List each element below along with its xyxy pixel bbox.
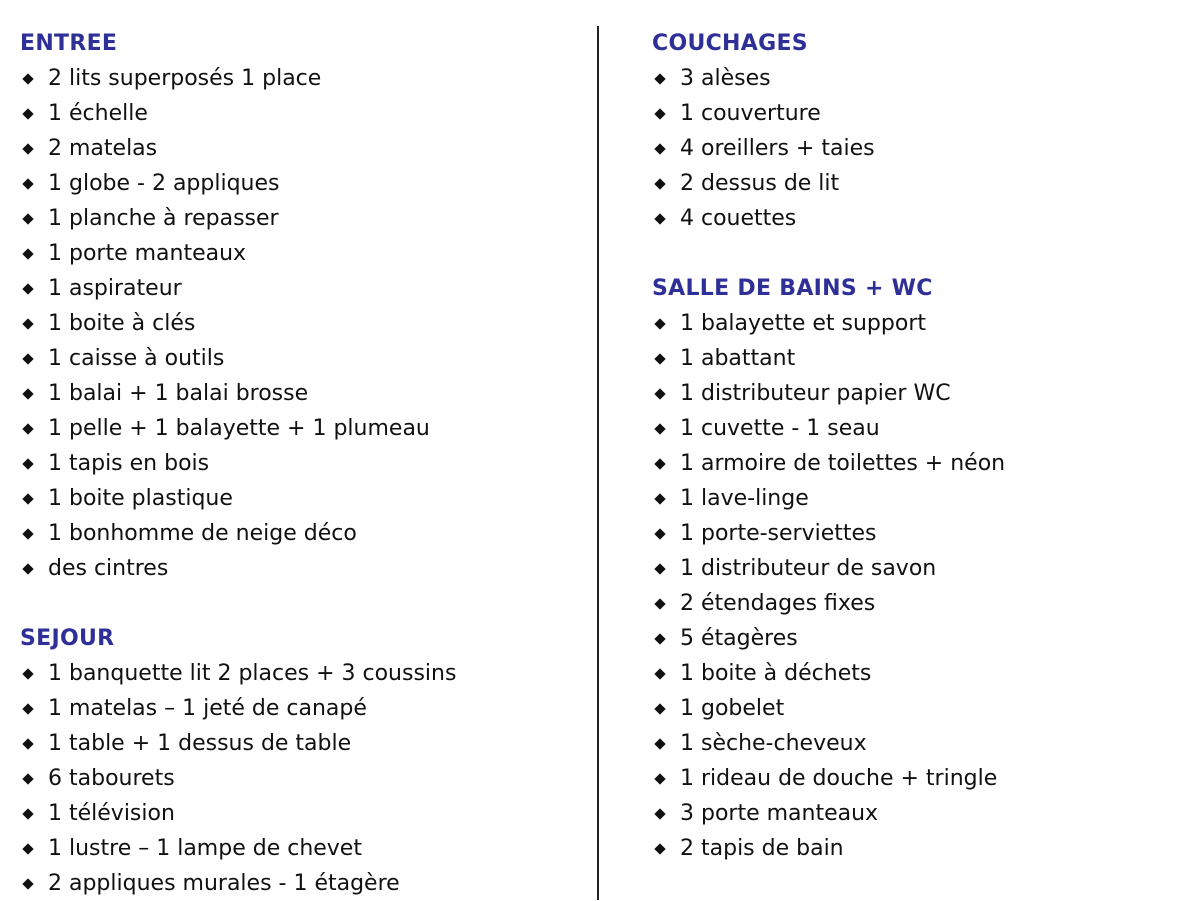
list-item: [652, 796, 1192, 831]
list-item: [20, 551, 590, 586]
list-item: [20, 131, 590, 166]
diamond-bullet-icon: [654, 318, 665, 329]
item-text: 4 oreillers + taies: [680, 136, 875, 161]
inventory-list-salle-de-bains: [652, 306, 1192, 866]
list-item: [652, 726, 1192, 761]
diamond-bullet-icon: [22, 843, 33, 854]
item-text: 1 couverture: [680, 101, 821, 126]
item-text: 1 caisse à outils: [48, 346, 225, 371]
diamond-bullet-icon: [654, 388, 665, 399]
list-item: [652, 201, 1192, 236]
list-item: [20, 271, 590, 306]
item-text: 1 sèche-cheveux: [680, 731, 867, 756]
diamond-bullet-icon: [654, 598, 665, 609]
list-item: [652, 376, 1192, 411]
diamond-bullet-icon: [654, 808, 665, 819]
section-spacer: [20, 586, 590, 621]
diamond-bullet-icon: [22, 563, 33, 574]
item-text: 1 planche à repasser: [48, 206, 279, 231]
section-heading-couchages: COUCHAGES: [652, 31, 808, 56]
list-item: [652, 656, 1192, 691]
item-text: 1 distributeur de savon: [680, 556, 937, 581]
diamond-bullet-icon: [22, 388, 33, 399]
diamond-bullet-icon: [22, 213, 33, 224]
inventory-list-couchages: [652, 61, 1192, 236]
item-text: 5 étagères: [680, 626, 798, 651]
list-item: [20, 341, 590, 376]
item-text: 1 cuvette - 1 seau: [680, 416, 880, 441]
list-item: [20, 726, 590, 761]
diamond-bullet-icon: [22, 283, 33, 294]
diamond-bullet-icon: [654, 738, 665, 749]
item-text: 1 télévision: [48, 801, 175, 826]
item-text: 1 balai + 1 balai brosse: [48, 381, 309, 406]
list-item: [652, 446, 1192, 481]
diamond-bullet-icon: [22, 878, 33, 889]
list-item: [652, 586, 1192, 621]
list-item: [20, 236, 590, 271]
diamond-bullet-icon: [22, 143, 33, 154]
list-item: [20, 516, 590, 551]
list-item: [652, 306, 1192, 341]
diamond-bullet-icon: [22, 318, 33, 329]
diamond-bullet-icon: [654, 773, 665, 784]
item-text: 1 gobelet: [680, 696, 785, 721]
inventory-list-entree: [20, 61, 590, 586]
item-text: 1 porte-serviettes: [680, 521, 877, 546]
item-text: 1 pelle + 1 balayette + 1 plumeau: [48, 416, 430, 441]
list-item: [652, 551, 1192, 586]
list-item: [20, 306, 590, 341]
diamond-bullet-icon: [22, 808, 33, 819]
item-text: 1 banquette lit 2 places + 3 coussins: [48, 661, 457, 686]
diamond-bullet-icon: [654, 668, 665, 679]
list-item: [652, 131, 1192, 166]
list-item: [20, 796, 590, 831]
list-item: [20, 166, 590, 201]
list-item: [652, 96, 1192, 131]
item-text: 1 rideau de douche + tringle: [680, 766, 998, 791]
diamond-bullet-icon: [22, 73, 33, 84]
list-item: [20, 691, 590, 726]
diamond-bullet-icon: [654, 563, 665, 574]
list-item: [652, 166, 1192, 201]
section-heading-salle-de-bains: SALLE DE BAINS + WC: [652, 276, 933, 301]
item-text: 2 matelas: [48, 136, 158, 161]
list-item: [20, 61, 590, 96]
diamond-bullet-icon: [22, 528, 33, 539]
diamond-bullet-icon: [654, 213, 665, 224]
section-couchages: [652, 26, 1192, 236]
item-text: 1 matelas – 1 jeté de canapé: [48, 696, 367, 721]
diamond-bullet-icon: [22, 248, 33, 259]
diamond-bullet-icon: [654, 458, 665, 469]
diamond-bullet-icon: [654, 528, 665, 539]
item-text: 1 aspirateur: [48, 276, 182, 301]
diamond-bullet-icon: [654, 843, 665, 854]
list-item: [20, 446, 590, 481]
diamond-bullet-icon: [22, 493, 33, 504]
section-heading-entree: ENTREE: [20, 31, 118, 56]
item-text: 3 porte manteaux: [680, 801, 879, 826]
column-divider: [597, 26, 599, 900]
diamond-bullet-icon: [22, 668, 33, 679]
diamond-bullet-icon: [654, 178, 665, 189]
list-item: [20, 96, 590, 131]
right-column: [652, 26, 1192, 866]
list-item: [20, 481, 590, 516]
diamond-bullet-icon: [654, 423, 665, 434]
diamond-bullet-icon: [654, 73, 665, 84]
item-text: 1 abattant: [680, 346, 796, 371]
diamond-bullet-icon: [654, 143, 665, 154]
list-item: [20, 201, 590, 236]
list-item: [652, 761, 1192, 796]
list-item: [20, 866, 590, 901]
list-item: [652, 621, 1192, 656]
item-text: 1 tapis en bois: [48, 451, 210, 476]
item-text: 1 échelle: [48, 101, 148, 126]
diamond-bullet-icon: [22, 178, 33, 189]
list-item: [652, 516, 1192, 551]
item-text: 2 étendages fixes: [680, 591, 876, 616]
diamond-bullet-icon: [654, 493, 665, 504]
section-sejour: [20, 621, 590, 901]
diamond-bullet-icon: [22, 703, 33, 714]
item-text: 2 lits superposés 1 place: [48, 66, 322, 91]
item-text: 1 boite à déchets: [680, 661, 872, 686]
list-item: [20, 411, 590, 446]
item-text: 4 couettes: [680, 206, 797, 231]
diamond-bullet-icon: [22, 773, 33, 784]
item-text: 1 boite à clés: [48, 311, 196, 336]
list-item: [20, 376, 590, 411]
diamond-bullet-icon: [654, 108, 665, 119]
item-text: 2 appliques murales - 1 étagère: [48, 871, 400, 896]
item-text: 3 alèses: [680, 66, 771, 91]
list-item: [652, 691, 1192, 726]
item-text: 1 porte manteaux: [48, 241, 247, 266]
list-item: [20, 761, 590, 796]
diamond-bullet-icon: [654, 633, 665, 644]
diamond-bullet-icon: [22, 458, 33, 469]
item-text: des cintres: [48, 556, 169, 581]
item-text: 1 distributeur papier WC: [680, 381, 951, 406]
list-item: [652, 411, 1192, 446]
list-item: [652, 481, 1192, 516]
section-salle-de-bains: [652, 271, 1192, 866]
item-text: 2 dessus de lit: [680, 171, 840, 196]
list-item: [652, 341, 1192, 376]
list-item: [20, 831, 590, 866]
item-text: 6 tabourets: [48, 766, 175, 791]
item-text: 1 balayette et support: [680, 311, 926, 336]
item-text: 1 armoire de toilettes + néon: [680, 451, 1006, 476]
list-item: [652, 831, 1192, 866]
diamond-bullet-icon: [22, 423, 33, 434]
item-text: 1 lustre – 1 lampe de chevet: [48, 836, 362, 861]
item-text: 1 bonhomme de neige déco: [48, 521, 357, 546]
list-item: [20, 656, 590, 691]
item-text: 2 tapis de bain: [680, 836, 844, 861]
item-text: 1 lave-linge: [680, 486, 809, 511]
item-text: 1 globe - 2 appliques: [48, 171, 280, 196]
diamond-bullet-icon: [22, 108, 33, 119]
inventory-list-sejour: [20, 656, 590, 901]
section-spacer: [652, 236, 1192, 271]
section-heading-sejour: SEJOUR: [20, 626, 115, 651]
diamond-bullet-icon: [654, 353, 665, 364]
left-column: [20, 26, 590, 901]
diamond-bullet-icon: [22, 353, 33, 364]
item-text: 1 boite plastique: [48, 486, 233, 511]
diamond-bullet-icon: [22, 738, 33, 749]
list-item: [652, 61, 1192, 96]
section-entree: [20, 26, 590, 586]
item-text: 1 table + 1 dessus de table: [48, 731, 352, 756]
diamond-bullet-icon: [654, 703, 665, 714]
